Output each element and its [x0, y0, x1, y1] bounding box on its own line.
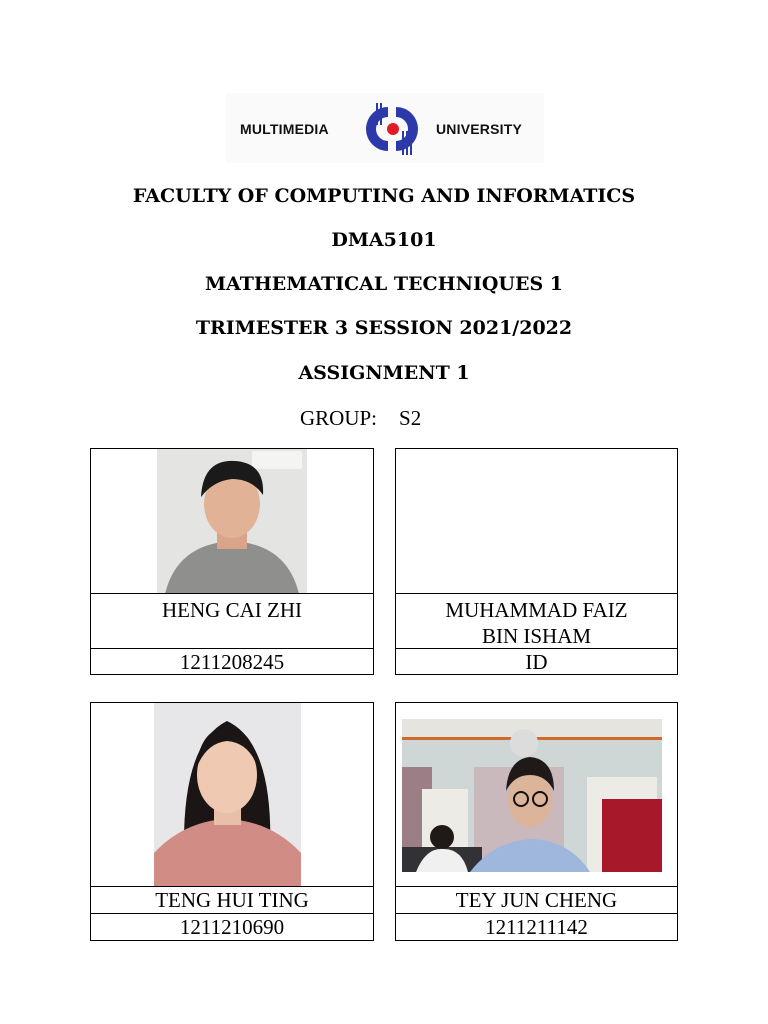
- member-id: ID: [395, 648, 678, 675]
- member-id: 1211210690: [90, 913, 374, 941]
- member-photo-cell: [395, 448, 678, 594]
- member-name: HENG CAI ZHI: [90, 593, 374, 649]
- member-id: 1211211142: [395, 913, 678, 941]
- group-line: [300, 406, 421, 431]
- member-photo-cell: [90, 702, 374, 887]
- subject-heading: MATHEMATICAL TECHNIQUES 1: [204, 273, 563, 295]
- member-id: 1211208245: [90, 648, 374, 675]
- university-logo: [226, 93, 544, 163]
- member-name: TEY JUN CHENG: [395, 886, 678, 914]
- course-code-heading: DMA5101: [331, 229, 437, 251]
- member-photo-cell: [90, 448, 374, 594]
- member-photo-cell: [395, 702, 678, 887]
- trimester-heading: TRIMESTER 3 SESSION 2021/2022: [195, 317, 573, 339]
- logo-right-text: UNIVERSITY: [436, 121, 523, 137]
- member-photo: [157, 449, 307, 594]
- assignment-heading: ASSIGNMENT 1: [298, 362, 470, 384]
- member-photo: [154, 703, 301, 887]
- member-photo: [402, 719, 662, 872]
- faculty-heading: FACULTY OF COMPUTING AND INFORMATICS: [132, 185, 636, 207]
- logo-left-text: MULTIMEDIA: [240, 121, 329, 137]
- member-name: MUHAMMAD FAIZ BIN ISHAM: [395, 593, 678, 649]
- group-label: GROUP:: [300, 406, 378, 430]
- member-name: TENG HUI TING: [90, 886, 374, 914]
- university-emblem-icon: [366, 101, 422, 157]
- group-value: S2: [399, 406, 422, 430]
